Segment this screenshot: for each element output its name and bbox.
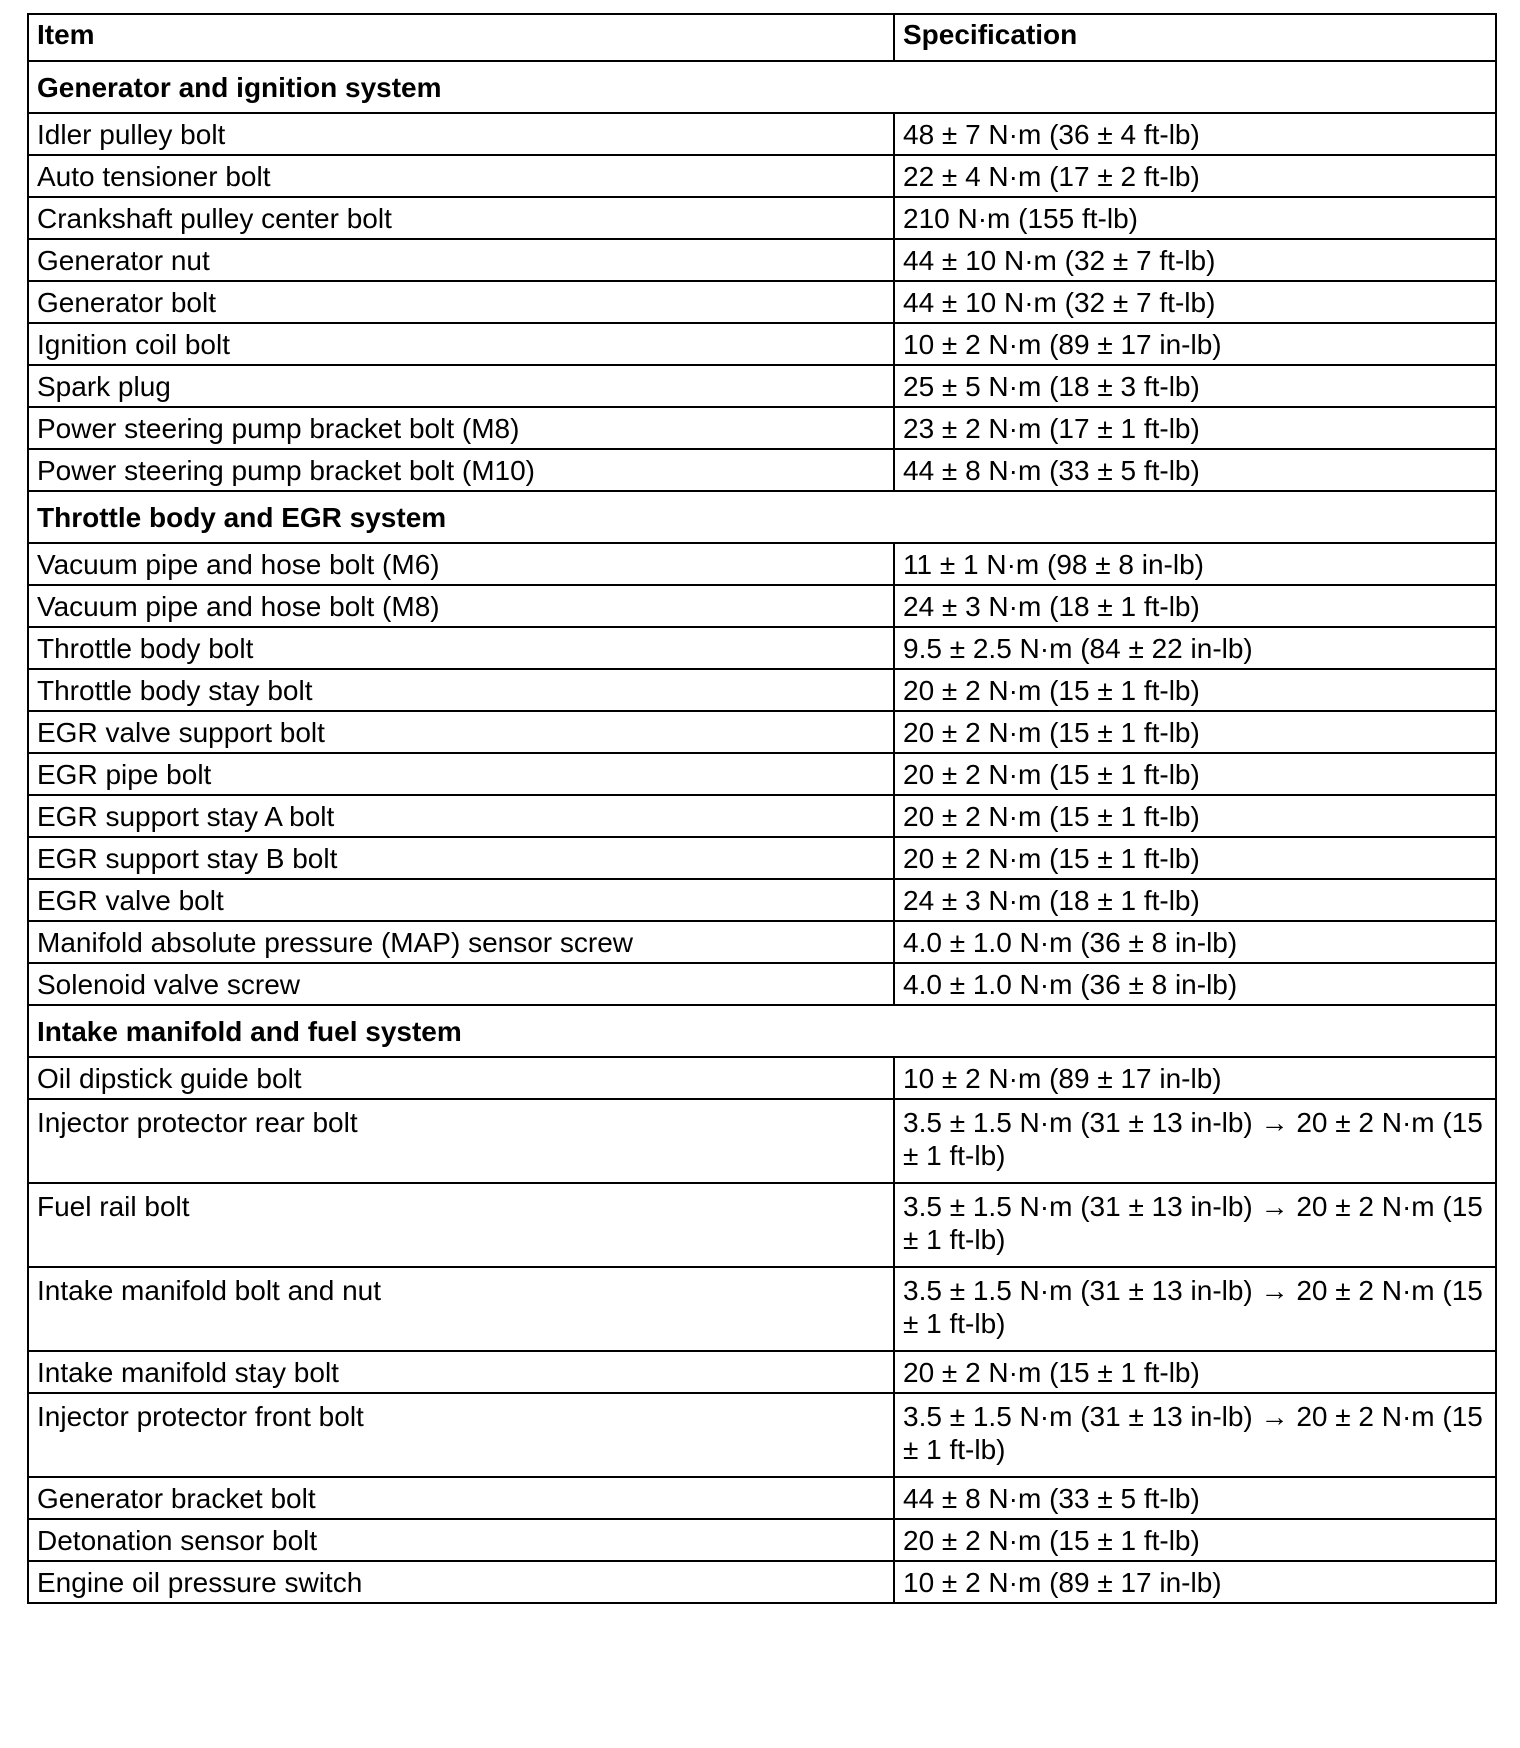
table-row bbox=[28, 543, 1496, 585]
table-row bbox=[28, 585, 1496, 627]
section-title: Throttle body and EGR system bbox=[28, 491, 1496, 543]
specification-cell: 10 ± 2 N·m (89 ± 17 in-lb) bbox=[894, 1561, 1496, 1603]
item-cell: EGR valve bolt bbox=[28, 879, 894, 921]
specification-cell: 11 ± 1 N·m (98 ± 8 in-lb) bbox=[894, 543, 1496, 585]
item-cell: Oil dipstick guide bolt bbox=[28, 1057, 894, 1099]
table-row bbox=[28, 155, 1496, 197]
specification-cell: 25 ± 5 N·m (18 ± 3 ft-lb) bbox=[894, 365, 1496, 407]
section-title: Intake manifold and fuel system bbox=[28, 1005, 1496, 1057]
torque-spec-table bbox=[27, 13, 1497, 1604]
section-title: Generator and ignition system bbox=[28, 61, 1496, 113]
table-row bbox=[28, 921, 1496, 963]
table-row bbox=[28, 197, 1496, 239]
item-cell: Generator nut bbox=[28, 239, 894, 281]
specification-cell: 3.5 ± 1.5 N·m (31 ± 13 in-lb) → 20 ± 2 N·m (15 ± 1 ft-lb) bbox=[894, 1099, 1496, 1183]
table-row bbox=[28, 669, 1496, 711]
table-row bbox=[28, 627, 1496, 669]
table-row bbox=[28, 753, 1496, 795]
table-row bbox=[28, 1393, 1496, 1477]
header-item: Item bbox=[28, 14, 894, 61]
header-row bbox=[28, 14, 1496, 61]
specification-cell: 3.5 ± 1.5 N·m (31 ± 13 in-lb) → 20 ± 2 N·m (15 ± 1 ft-lb) bbox=[894, 1267, 1496, 1351]
table-row bbox=[28, 1519, 1496, 1561]
table-row bbox=[28, 879, 1496, 921]
specification-cell: 24 ± 3 N·m (18 ± 1 ft-lb) bbox=[894, 585, 1496, 627]
specification-cell: 4.0 ± 1.0 N·m (36 ± 8 in-lb) bbox=[894, 963, 1496, 1005]
item-cell: Injector protector rear bolt bbox=[28, 1099, 894, 1183]
item-cell: Solenoid valve screw bbox=[28, 963, 894, 1005]
item-cell: Injector protector front bolt bbox=[28, 1393, 894, 1477]
item-cell: Fuel rail bolt bbox=[28, 1183, 894, 1267]
item-cell: Vacuum pipe and hose bolt (M8) bbox=[28, 585, 894, 627]
specification-cell: 4.0 ± 1.0 N·m (36 ± 8 in-lb) bbox=[894, 921, 1496, 963]
specification-cell: 44 ± 8 N·m (33 ± 5 ft-lb) bbox=[894, 449, 1496, 491]
item-cell: Throttle body bolt bbox=[28, 627, 894, 669]
specification-cell: 44 ± 8 N·m (33 ± 5 ft-lb) bbox=[894, 1477, 1496, 1519]
table-body bbox=[28, 61, 1496, 1603]
item-cell: Intake manifold stay bolt bbox=[28, 1351, 894, 1393]
table-row bbox=[28, 113, 1496, 155]
item-cell: Auto tensioner bolt bbox=[28, 155, 894, 197]
table-row bbox=[28, 1477, 1496, 1519]
specification-cell: 10 ± 2 N·m (89 ± 17 in-lb) bbox=[894, 1057, 1496, 1099]
specification-cell: 20 ± 2 N·m (15 ± 1 ft-lb) bbox=[894, 753, 1496, 795]
item-cell: Idler pulley bolt bbox=[28, 113, 894, 155]
item-cell: EGR support stay A bolt bbox=[28, 795, 894, 837]
item-cell: Throttle body stay bolt bbox=[28, 669, 894, 711]
table-row bbox=[28, 795, 1496, 837]
table-row bbox=[28, 449, 1496, 491]
item-cell: Ignition coil bolt bbox=[28, 323, 894, 365]
header-specification: Specification bbox=[894, 14, 1496, 61]
item-cell: Engine oil pressure switch bbox=[28, 1561, 894, 1603]
specification-cell: 20 ± 2 N·m (15 ± 1 ft-lb) bbox=[894, 669, 1496, 711]
item-cell: Generator bolt bbox=[28, 281, 894, 323]
specification-cell: 3.5 ± 1.5 N·m (31 ± 13 in-lb) → 20 ± 2 N·m (15 ± 1 ft-lb) bbox=[894, 1393, 1496, 1477]
item-cell: EGR valve support bolt bbox=[28, 711, 894, 753]
table-row bbox=[28, 1183, 1496, 1267]
item-cell: Manifold absolute pressure (MAP) sensor screw bbox=[28, 921, 894, 963]
item-cell: Detonation sensor bolt bbox=[28, 1519, 894, 1561]
table-row bbox=[28, 407, 1496, 449]
specification-cell: 10 ± 2 N·m (89 ± 17 in-lb) bbox=[894, 323, 1496, 365]
table-row bbox=[28, 1267, 1496, 1351]
table-row bbox=[28, 837, 1496, 879]
specification-cell: 24 ± 3 N·m (18 ± 1 ft-lb) bbox=[894, 879, 1496, 921]
specification-cell: 23 ± 2 N·m (17 ± 1 ft-lb) bbox=[894, 407, 1496, 449]
item-cell: Spark plug bbox=[28, 365, 894, 407]
table-row bbox=[28, 1057, 1496, 1099]
section-row bbox=[28, 1005, 1496, 1057]
item-cell: Crankshaft pulley center bolt bbox=[28, 197, 894, 239]
specification-cell: 3.5 ± 1.5 N·m (31 ± 13 in-lb) → 20 ± 2 N·m (15 ± 1 ft-lb) bbox=[894, 1183, 1496, 1267]
table-row bbox=[28, 1561, 1496, 1603]
specification-cell: 20 ± 2 N·m (15 ± 1 ft-lb) bbox=[894, 837, 1496, 879]
item-cell: Intake manifold bolt and nut bbox=[28, 1267, 894, 1351]
item-cell: EGR support stay B bolt bbox=[28, 837, 894, 879]
specification-cell: 20 ± 2 N·m (15 ± 1 ft-lb) bbox=[894, 1519, 1496, 1561]
specification-cell: 20 ± 2 N·m (15 ± 1 ft-lb) bbox=[894, 711, 1496, 753]
table-row bbox=[28, 365, 1496, 407]
specification-cell: 20 ± 2 N·m (15 ± 1 ft-lb) bbox=[894, 795, 1496, 837]
table-row bbox=[28, 963, 1496, 1005]
table-row bbox=[28, 1351, 1496, 1393]
specification-cell: 44 ± 10 N·m (32 ± 7 ft-lb) bbox=[894, 281, 1496, 323]
table-row bbox=[28, 711, 1496, 753]
item-cell: Vacuum pipe and hose bolt (M6) bbox=[28, 543, 894, 585]
item-cell: EGR pipe bolt bbox=[28, 753, 894, 795]
table-row bbox=[28, 239, 1496, 281]
specification-cell: 210 N·m (155 ft-lb) bbox=[894, 197, 1496, 239]
specification-cell: 9.5 ± 2.5 N·m (84 ± 22 in-lb) bbox=[894, 627, 1496, 669]
specification-cell: 22 ± 4 N·m (17 ± 2 ft-lb) bbox=[894, 155, 1496, 197]
section-row bbox=[28, 491, 1496, 543]
item-cell: Power steering pump bracket bolt (M10) bbox=[28, 449, 894, 491]
table-row bbox=[28, 323, 1496, 365]
table-row bbox=[28, 1099, 1496, 1183]
specification-cell: 48 ± 7 N·m (36 ± 4 ft-lb) bbox=[894, 113, 1496, 155]
item-cell: Power steering pump bracket bolt (M8) bbox=[28, 407, 894, 449]
specification-cell: 20 ± 2 N·m (15 ± 1 ft-lb) bbox=[894, 1351, 1496, 1393]
item-cell: Generator bracket bolt bbox=[28, 1477, 894, 1519]
specification-cell: 44 ± 10 N·m (32 ± 7 ft-lb) bbox=[894, 239, 1496, 281]
section-row bbox=[28, 61, 1496, 113]
table-row bbox=[28, 281, 1496, 323]
